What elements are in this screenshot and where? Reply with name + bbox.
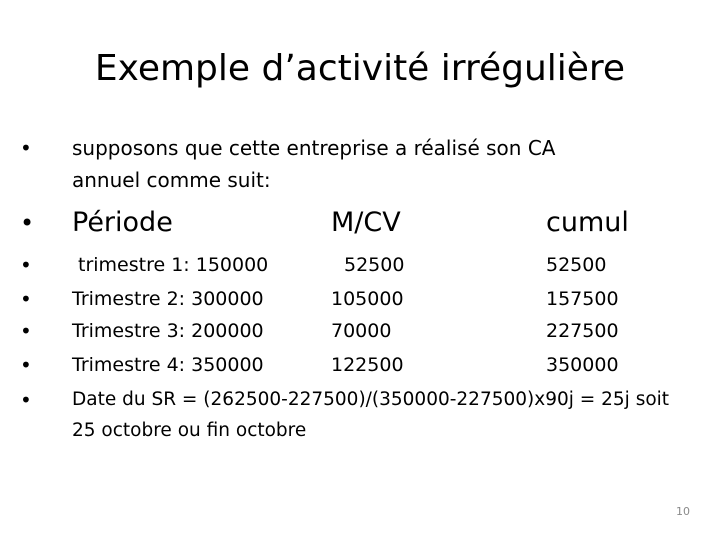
bullet-marker: •: [20, 253, 32, 277]
conclusion-line-1: Date du SR = (262500-227500)/(350000-227500)x90j = 25j soit: [72, 389, 670, 410]
bullet-marker: •: [20, 388, 32, 412]
bullet-marker: •: [20, 353, 32, 377]
row-3-cumul: 227500: [546, 320, 619, 342]
row-3-mcv: 70000: [331, 320, 392, 342]
row-3-period: Trimestre 3: 200000: [72, 320, 264, 342]
intro-text-line-2: annuel comme suit:: [72, 168, 271, 192]
row-4-cumul: 350000: [546, 354, 619, 376]
row-2-period: Trimestre 2: 300000: [72, 288, 264, 310]
row-4-period: Trimestre 4: 350000: [72, 354, 264, 376]
row-2-mcv: 105000: [331, 288, 404, 310]
row-2-cumul: 157500: [546, 288, 619, 310]
header-periode: Période: [72, 207, 173, 238]
row-4-mcv: 122500: [331, 354, 404, 376]
row-1-mcv: 52500: [344, 254, 405, 276]
page-number: 10: [676, 505, 690, 518]
header-cumul: cumul: [546, 207, 629, 238]
conclusion-line-2: 25 octobre ou fin octobre: [72, 420, 307, 441]
bullet-marker: •: [20, 209, 35, 237]
bullet-marker: •: [20, 319, 32, 343]
intro-text-line-1: supposons que cette entreprise a réalisé son CA: [72, 136, 556, 160]
bullet-marker: •: [20, 136, 32, 160]
header-mcv: M/CV: [331, 207, 401, 238]
bullet-marker: •: [20, 287, 32, 311]
slide-title: Exemple d’activité irrégulière: [94, 48, 626, 89]
row-1-cumul: 52500: [546, 254, 607, 276]
row-1-period: trimestre 1: 150000: [78, 254, 269, 276]
